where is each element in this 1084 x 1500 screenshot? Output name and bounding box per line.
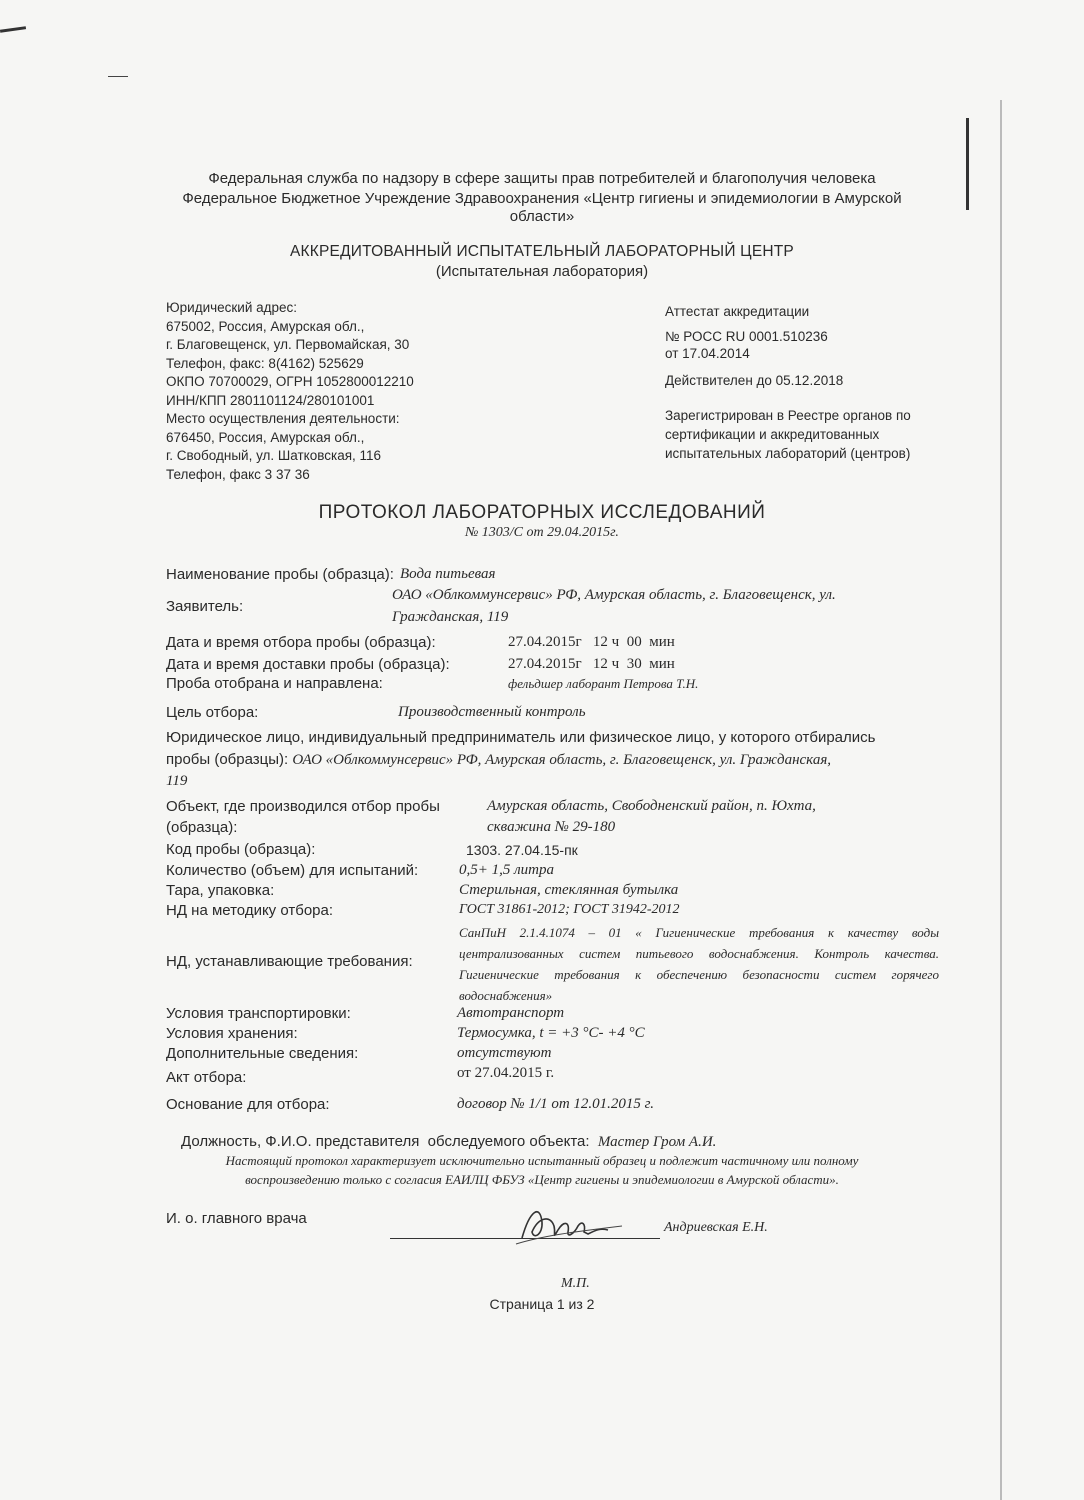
- delivery-datetime-label: Дата и время доставки пробы (образца):: [166, 656, 450, 673]
- registry-line: испытательных лабораторий (центров): [665, 446, 911, 461]
- accreditation-title: Аттестат аккредитации: [665, 304, 810, 319]
- accreditation-valid: Действителен до 05.12.2018: [665, 373, 844, 388]
- sampling-act-value: от 27.04.2015 г.: [457, 1065, 555, 1081]
- sample-code-label: Код пробы (образца):: [166, 841, 316, 858]
- protocol-title: ПРОТОКОЛ ЛАБОРАТОРНЫХ ИССЛЕДОВАНИЙ: [318, 502, 766, 523]
- quantity-label: Количество (объем) для испытаний:: [166, 862, 419, 879]
- address-line: г. Свободный, ул. Шатковская, 116: [166, 448, 382, 463]
- sampling-datetime-label: Дата и время отбора пробы (образца):: [166, 634, 436, 651]
- delivery-datetime-value: 27.04.2015г 12 ч 30 мин: [508, 656, 675, 672]
- entity-line: Юридическое лицо, индивидуальный предприниматель или физическое лицо, у которого отбирались: [166, 729, 876, 746]
- transport-label: Условия транспортировки:: [166, 1005, 351, 1022]
- protocol-number: № 1303/С от 29.04.2015г.: [465, 525, 619, 540]
- address-line: Телефон, факс 3 37 36: [166, 466, 310, 482]
- sample-name-label: Наименование пробы (образца):: [166, 566, 394, 583]
- sampling-datetime-value: 27.04.2015г 12 ч 00 мин: [508, 634, 675, 650]
- address-line: 675002, Россия, Амурская обл.,: [166, 318, 365, 334]
- address-line: Телефон, факс: 8(4162) 525629: [166, 355, 364, 371]
- address-line: Юридический адрес:: [166, 300, 298, 315]
- accreditation-date: от 17.04.2014: [665, 346, 750, 361]
- institution-line: Федеральное Бюджетное Учреждение Здравоохранения «Центр гигиены и эпидемиологии в Амурской: [182, 190, 902, 207]
- sent-by-label: Проба отобрана и направлена:: [166, 675, 383, 692]
- sent-by-value: фельдшер лаборант Петрова Т.Н.: [508, 676, 699, 691]
- object-value-cont: скважина № 29-180: [487, 819, 616, 835]
- object-value: Амурская область, Свободненский район, п. Юхта,: [487, 798, 816, 814]
- entity-line-2: [166, 751, 831, 769]
- sample-code-value: 1303. 27.04.15-пк: [466, 842, 578, 858]
- quantity-value: 0,5+ 1,5 литра: [459, 862, 554, 878]
- entity-label: пробы (образцы):: [166, 751, 293, 768]
- signatory-name: Андриевская Е.Н.: [664, 1220, 768, 1235]
- page-number: Страница 1 из 2: [489, 1296, 595, 1312]
- extra-info-value: отсутствуют: [457, 1045, 552, 1061]
- sample-name-value: Вода питьевая: [400, 566, 496, 582]
- registry-line: Зарегистрирован в Реестре органов по: [665, 408, 911, 423]
- scan-dash: [108, 76, 128, 77]
- tare-value: Стерильная, стеклянная бутылка: [459, 882, 679, 898]
- applicant-label: Заявитель:: [166, 598, 244, 615]
- entity-value-cont: 119: [166, 773, 188, 789]
- storage-label: Условия хранения:: [166, 1025, 298, 1042]
- center-subtitle: (Испытательная лаборатория): [435, 263, 649, 280]
- basis-value: договор № 1/1 от 12.01.2015 г.: [457, 1096, 655, 1112]
- scan-edge-top-left: [0, 26, 26, 33]
- object-label-cont: (образца):: [166, 819, 238, 836]
- disclaimer-line-cont: воспроизведению только с согласия ЕАИЛЦ ФБУЗ «Центр гигиены и эпидемиологии в Амурской области».: [245, 1172, 839, 1187]
- sampling-act-label: Акт отбора:: [166, 1069, 247, 1086]
- address-line: г. Благовещенск, ул. Первомайская, 30: [166, 337, 410, 352]
- entity-value: ОАО «Облкоммунсервис» РФ, Амурская область, г. Благовещенск, ул. Гражданская,: [292, 752, 832, 768]
- purpose-value: Производственный контроль: [398, 704, 586, 720]
- applicant-value-cont: Гражданская, 119: [392, 609, 509, 625]
- agency-line: Федеральная служба по надзору в сфере защиты прав потребителей и благополучия человека: [208, 170, 876, 187]
- object-label: Объект, где производился отбор пробы: [166, 798, 440, 815]
- applicant-value: ОАО «Облкоммунсервис» РФ, Амурская область, г. Благовещенск, ул.: [392, 587, 836, 603]
- basis-label: Основание для отбора:: [166, 1096, 330, 1113]
- purpose-label: Цель отбора:: [166, 704, 259, 721]
- address-line: 676450, Россия, Амурская обл.,: [166, 429, 365, 445]
- institution-line-end: области»: [509, 208, 575, 225]
- extra-info-label: Дополнительные сведения:: [166, 1045, 359, 1062]
- transport-value: Автотранспорт: [457, 1005, 565, 1021]
- handwritten-signature: [512, 1200, 632, 1250]
- representative-value: Мастер Гром А.И.: [597, 1134, 717, 1150]
- disclaimer-line: Настоящий протокол характеризует исключительно испытанный образец и подлежит частичному или полному: [225, 1153, 859, 1168]
- address-line: ИНН/КПП 2801101124/280101001: [166, 392, 375, 408]
- stamp-place: М.П.: [561, 1276, 590, 1291]
- tare-label: Тара, упаковка:: [166, 882, 275, 899]
- representative-label: Должность, Ф.И.О. представителя обследуемого объекта:: [181, 1133, 598, 1150]
- scan-edge-right-dotted: [1000, 100, 1002, 1500]
- nd-method-label: НД на методику отбора:: [166, 902, 334, 919]
- signatory-position: И. о. главного врача: [166, 1210, 307, 1227]
- registry-line: сертификации и аккредитованных: [665, 427, 880, 442]
- accreditation-number: № РОСС RU 0001.510236: [665, 329, 828, 344]
- address-line: Место осуществления деятельности:: [166, 411, 400, 426]
- center-name: АККРЕДИТОВАННЫЙ ИСПЫТАТЕЛЬНЫЙ ЛАБОРАТОРНЫЙ ЦЕНТР: [290, 243, 794, 260]
- nd-requirements-value: СанПиН 2.1.4.1074 – 01 « Гигиенические требования к качеству воды централизованных систем питьевого водоснабжения. Контроль качества. Гигиенические требования к обеспечению безопасности систем горячего водоснабжения»: [459, 925, 939, 1003]
- nd-requirements-label: НД, устанавливающие требования:: [166, 953, 413, 970]
- address-line: ОКПО 70700029, ОГРН 1052800012210: [166, 374, 414, 389]
- address-block: [166, 299, 414, 484]
- storage-value: Термосумка, t = +3 °С- +4 °С: [457, 1025, 645, 1041]
- nd-method-value: ГОСТ 31861-2012; ГОСТ 31942-2012: [459, 902, 680, 917]
